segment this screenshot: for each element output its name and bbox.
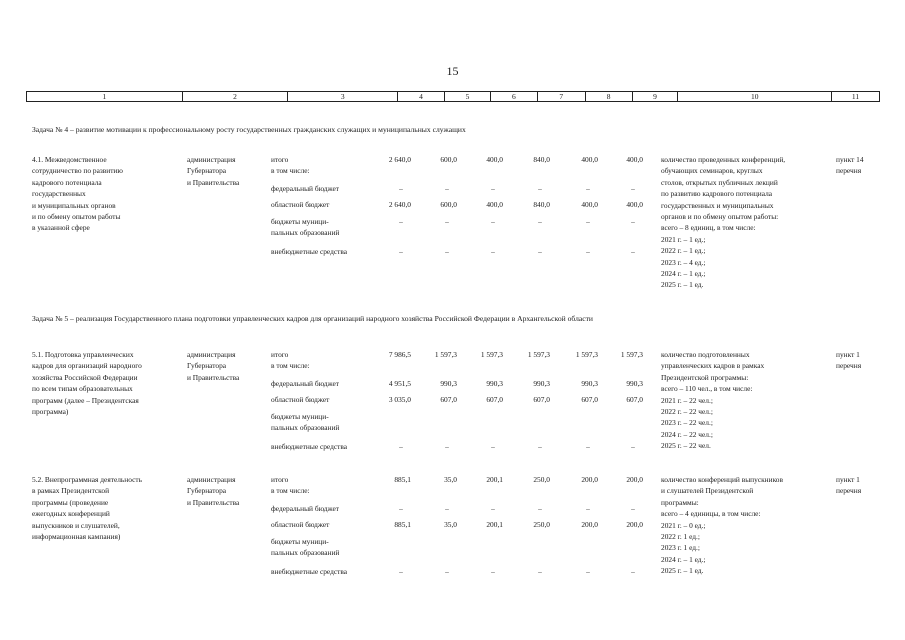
indicator-line: 2022 г. 1 ед.; [661, 532, 700, 541]
funding-value: 3 035,0 [388, 395, 411, 404]
funding-value: 607,0 [533, 395, 550, 404]
indicator-line: 2025 г. – 1 ед. [661, 566, 704, 576]
funding-source-label: федеральный бюджет [271, 184, 340, 193]
funding-source-label: федеральный бюджет [271, 379, 340, 388]
funding-value: – [538, 184, 542, 193]
indicator-line: 2021 г. – 1 ед.; [661, 234, 706, 244]
funding-value: – [491, 567, 495, 576]
funding-value: – [586, 442, 590, 451]
funding-value: – [399, 217, 403, 226]
indicator-line: количество подготовленных [661, 350, 750, 359]
funding-source-label: областной бюджет [271, 395, 330, 404]
indicator-line: 2024 г. – 1 ед.; [661, 554, 706, 564]
funding-value: 200,0 [581, 475, 598, 484]
activity-name-line: программы (проведение [32, 497, 109, 507]
header-col-11: 11 [851, 92, 860, 101]
reference-line: перечня [836, 361, 862, 371]
indicator-line: 2025 г. – 22 чел. [661, 441, 711, 451]
funding-value: 607,0 [486, 395, 503, 404]
header-col-9: 9 [633, 92, 679, 101]
funding-value: 1 597,3 [575, 350, 598, 359]
funding-value: 990,3 [533, 379, 550, 388]
funding-value: – [445, 567, 449, 576]
funding-value: – [445, 217, 449, 226]
funding-value: – [491, 442, 495, 451]
funding-value: – [445, 442, 449, 451]
header-col-7: 7 [538, 92, 586, 101]
funding-value: 607,0 [626, 395, 643, 404]
funding-value: 200,1 [486, 475, 503, 484]
funding-value: – [399, 504, 403, 513]
funding-value: 607,0 [440, 395, 457, 404]
funding-source-label: внебюджетные средства [271, 247, 348, 256]
activity-name-line: по всем типам образовательных [32, 384, 133, 394]
funding-value: 400,0 [626, 200, 643, 209]
page-number: 15 [446, 64, 459, 78]
indicator-line: 2021 г. – 22 чел.; [661, 395, 713, 405]
funding-value: 990,3 [440, 379, 457, 388]
indicator-line: 2023 г. – 4 ед.; [661, 257, 706, 267]
funding-source-label: итого [271, 475, 289, 484]
funding-value: 1 597,3 [527, 350, 550, 359]
indicator-line: управленческих кадров в рамках [661, 361, 765, 371]
header-col-6: 6 [491, 92, 538, 101]
funding-source-label: в том числе: [271, 486, 310, 496]
funding-source-label: внебюджетные средства [271, 567, 348, 576]
funding-value: 400,0 [626, 155, 643, 164]
reference-line: пункт 14 [836, 155, 864, 164]
funding-source-label: пальных образований [271, 423, 340, 433]
activity-name-line: кадров для организаций народного [32, 361, 142, 371]
funding-value: 35,0 [444, 475, 457, 484]
funding-value: 4 951,5 [388, 379, 411, 388]
executor-line: и Правительства [187, 372, 240, 382]
activity-name-line: и по обмену опытом работы [32, 212, 121, 221]
funding-value: 250,0 [533, 520, 550, 529]
funding-value: 200,1 [486, 520, 503, 529]
funding-source-label: областной бюджет [271, 200, 330, 209]
reference-line: перечня [836, 166, 862, 176]
funding-value: 1 597,3 [480, 350, 503, 359]
reference-line: пункт 1 [836, 475, 860, 484]
indicator-line: всего – 110 чел., в том числе: [661, 384, 753, 394]
funding-value: – [491, 247, 495, 256]
funding-value: 607,0 [581, 395, 598, 404]
indicator-line: всего – 8 единиц, в том числе: [661, 223, 756, 233]
funding-source-label: в том числе: [271, 361, 310, 371]
indicator-line: обучающих семинаров, круглых [661, 166, 763, 176]
funding-source-label: внебюджетные средства [271, 442, 348, 451]
funding-value: 840,0 [533, 155, 550, 164]
funding-value: – [445, 504, 449, 513]
indicator-line: 2024 г. – 1 ед.; [661, 269, 706, 278]
activity-name-line: 5.2. Внепрограммная деятельность [32, 475, 143, 484]
header-col-10: 10 [678, 92, 832, 101]
activity-name-line: в указанной сфере [32, 223, 90, 233]
indicator-line: 2022 г. – 1 ед.; [661, 246, 706, 256]
funding-value: 990,3 [581, 379, 598, 388]
indicator-line: Президентской программы: [661, 372, 749, 382]
funding-value: – [538, 217, 542, 226]
funding-value: 250,0 [533, 475, 550, 484]
funding-source-label: федеральный бюджет [271, 504, 340, 513]
indicator-line: 2023 г. 1 ед.; [661, 543, 700, 553]
funding-value: – [586, 184, 590, 193]
activity-name-line: выпускников и слушателей, [32, 520, 120, 530]
indicator-line: 2025 г. – 1 ед. [661, 280, 704, 290]
funding-value: 885,1 [394, 520, 411, 529]
funding-value: 200,0 [581, 520, 598, 529]
indicator-line: по развитию кадрового потенциала [661, 189, 773, 199]
funding-value: – [586, 217, 590, 226]
funding-value: 600,0 [440, 200, 457, 209]
funding-source-label: пальных образований [271, 228, 340, 238]
activity-name-line: 5.1. Подготовка управленческих [32, 350, 134, 359]
header-col-5: 5 [445, 92, 491, 101]
funding-source-label: итого [271, 350, 289, 359]
funding-value: – [631, 247, 635, 256]
indicator-line: 2023 г. – 22 чел.; [661, 418, 713, 428]
indicator-line: всего – 4 единицы, в том числе: [661, 509, 761, 519]
indicator-line: программы: [661, 497, 699, 507]
funding-value: 200,0 [626, 475, 643, 484]
reference-line: перечня [836, 486, 862, 496]
funding-source-label: в том числе: [271, 166, 310, 176]
executor-line: Губернатора [187, 486, 227, 496]
funding-value: – [538, 504, 542, 513]
funding-source-label: пальных образований [271, 548, 340, 558]
header-col-3: 3 [288, 92, 398, 101]
task-heading: Задача № 4 – развитие мотивации к профессиональному росту государственных гражданских служащих и муниципальных служащих [32, 125, 466, 134]
indicator-line: 2022 г. – 22 чел.; [661, 407, 713, 416]
indicator-line: 2024 г. – 22 чел.; [661, 429, 713, 439]
funding-value: 200,0 [626, 520, 643, 529]
activity-name-line: 4.1. Межведомственное [32, 155, 107, 164]
funding-source-label: бюджеты муници- [271, 412, 329, 421]
funding-value: – [631, 504, 635, 513]
funding-value: 600,0 [440, 155, 457, 164]
funding-value: – [631, 567, 635, 576]
funding-value: – [586, 247, 590, 256]
funding-value: – [399, 184, 403, 193]
funding-value: 885,1 [394, 475, 411, 484]
indicator-line: количество проведенных конференций, [661, 155, 786, 164]
executor-line: Губернатора [187, 166, 227, 176]
funding-value: 400,0 [486, 200, 503, 209]
funding-value: – [399, 442, 403, 451]
funding-value: – [491, 184, 495, 193]
executor-line: Губернатора [187, 361, 227, 371]
funding-value: 840,0 [533, 200, 550, 209]
indicator-line: и слушателей Президентской [661, 486, 754, 496]
funding-value: – [631, 184, 635, 193]
executor-line: администрация [187, 350, 236, 359]
funding-source-label: итого [271, 155, 289, 164]
activity-name-line: государственных [32, 189, 86, 199]
funding-value: 2 640,0 [388, 155, 411, 164]
funding-source-label: бюджеты муници- [271, 537, 329, 546]
funding-value: – [538, 442, 542, 451]
funding-value: – [538, 247, 542, 256]
funding-source-label: бюджеты муници- [271, 217, 329, 226]
reference-line: пункт 1 [836, 350, 860, 359]
executor-line: администрация [187, 475, 236, 484]
funding-value: 990,3 [626, 379, 643, 388]
table-header-row [26, 91, 880, 102]
indicator-line: 2021 г. – 0 ед.; [661, 520, 706, 530]
activity-name-line: программа) [32, 407, 69, 416]
activity-name-line: кадрового потенциала [32, 177, 102, 187]
funding-value: – [586, 567, 590, 576]
funding-source-label: областной бюджет [271, 520, 330, 529]
funding-value: 2 640,0 [388, 200, 411, 209]
executor-line: администрация [187, 155, 236, 164]
funding-value: 400,0 [581, 155, 598, 164]
funding-value: – [631, 442, 635, 451]
header-col-1: 1 [27, 92, 183, 101]
indicator-line: количество конференций выпускников [661, 475, 783, 484]
funding-value: – [491, 504, 495, 513]
indicator-line: органов и по обмену опытом работы: [661, 212, 779, 221]
executor-line: и Правительства [187, 177, 240, 187]
funding-value: – [586, 504, 590, 513]
funding-value: – [491, 217, 495, 226]
activity-name-line: сотрудничество по развитию [32, 166, 123, 176]
executor-line: и Правительства [187, 497, 240, 507]
activity-name-line: хозяйства Российской Федерации [32, 372, 138, 382]
activity-name-line: информационная кампания) [32, 532, 121, 541]
funding-value: – [631, 217, 635, 226]
funding-value: – [538, 567, 542, 576]
funding-value: 400,0 [581, 200, 598, 209]
activity-name-line: в рамках Президентской [32, 486, 110, 496]
funding-value: – [399, 567, 403, 576]
funding-value: 990,3 [486, 379, 503, 388]
funding-value: 35,0 [444, 520, 457, 529]
activity-name-line: ежегодных конференций [32, 509, 110, 519]
activity-name-line: и муниципальных органов [32, 200, 116, 210]
indicator-line: государственных и муниципальных [661, 200, 774, 210]
header-col-2: 2 [183, 92, 289, 101]
funding-value: – [445, 184, 449, 193]
activity-name-line: программ (далее – Президентская [32, 395, 139, 405]
indicator-line: столов, открытых публичных лекций [661, 177, 778, 187]
funding-value: – [399, 247, 403, 256]
header-col-8: 8 [586, 92, 633, 101]
funding-value: 1 597,3 [620, 350, 643, 359]
funding-value: – [445, 247, 449, 256]
header-col-4: 4 [398, 92, 445, 101]
funding-value: 400,0 [486, 155, 503, 164]
funding-value: 7 986,5 [388, 350, 411, 359]
task-heading: Задача № 5 – реализация Государственного плана подготовки управленческих кадров для организаций народного хозяйства Российской Федерации в Архангельской области [32, 314, 593, 323]
funding-value: 1 597,3 [434, 350, 457, 359]
